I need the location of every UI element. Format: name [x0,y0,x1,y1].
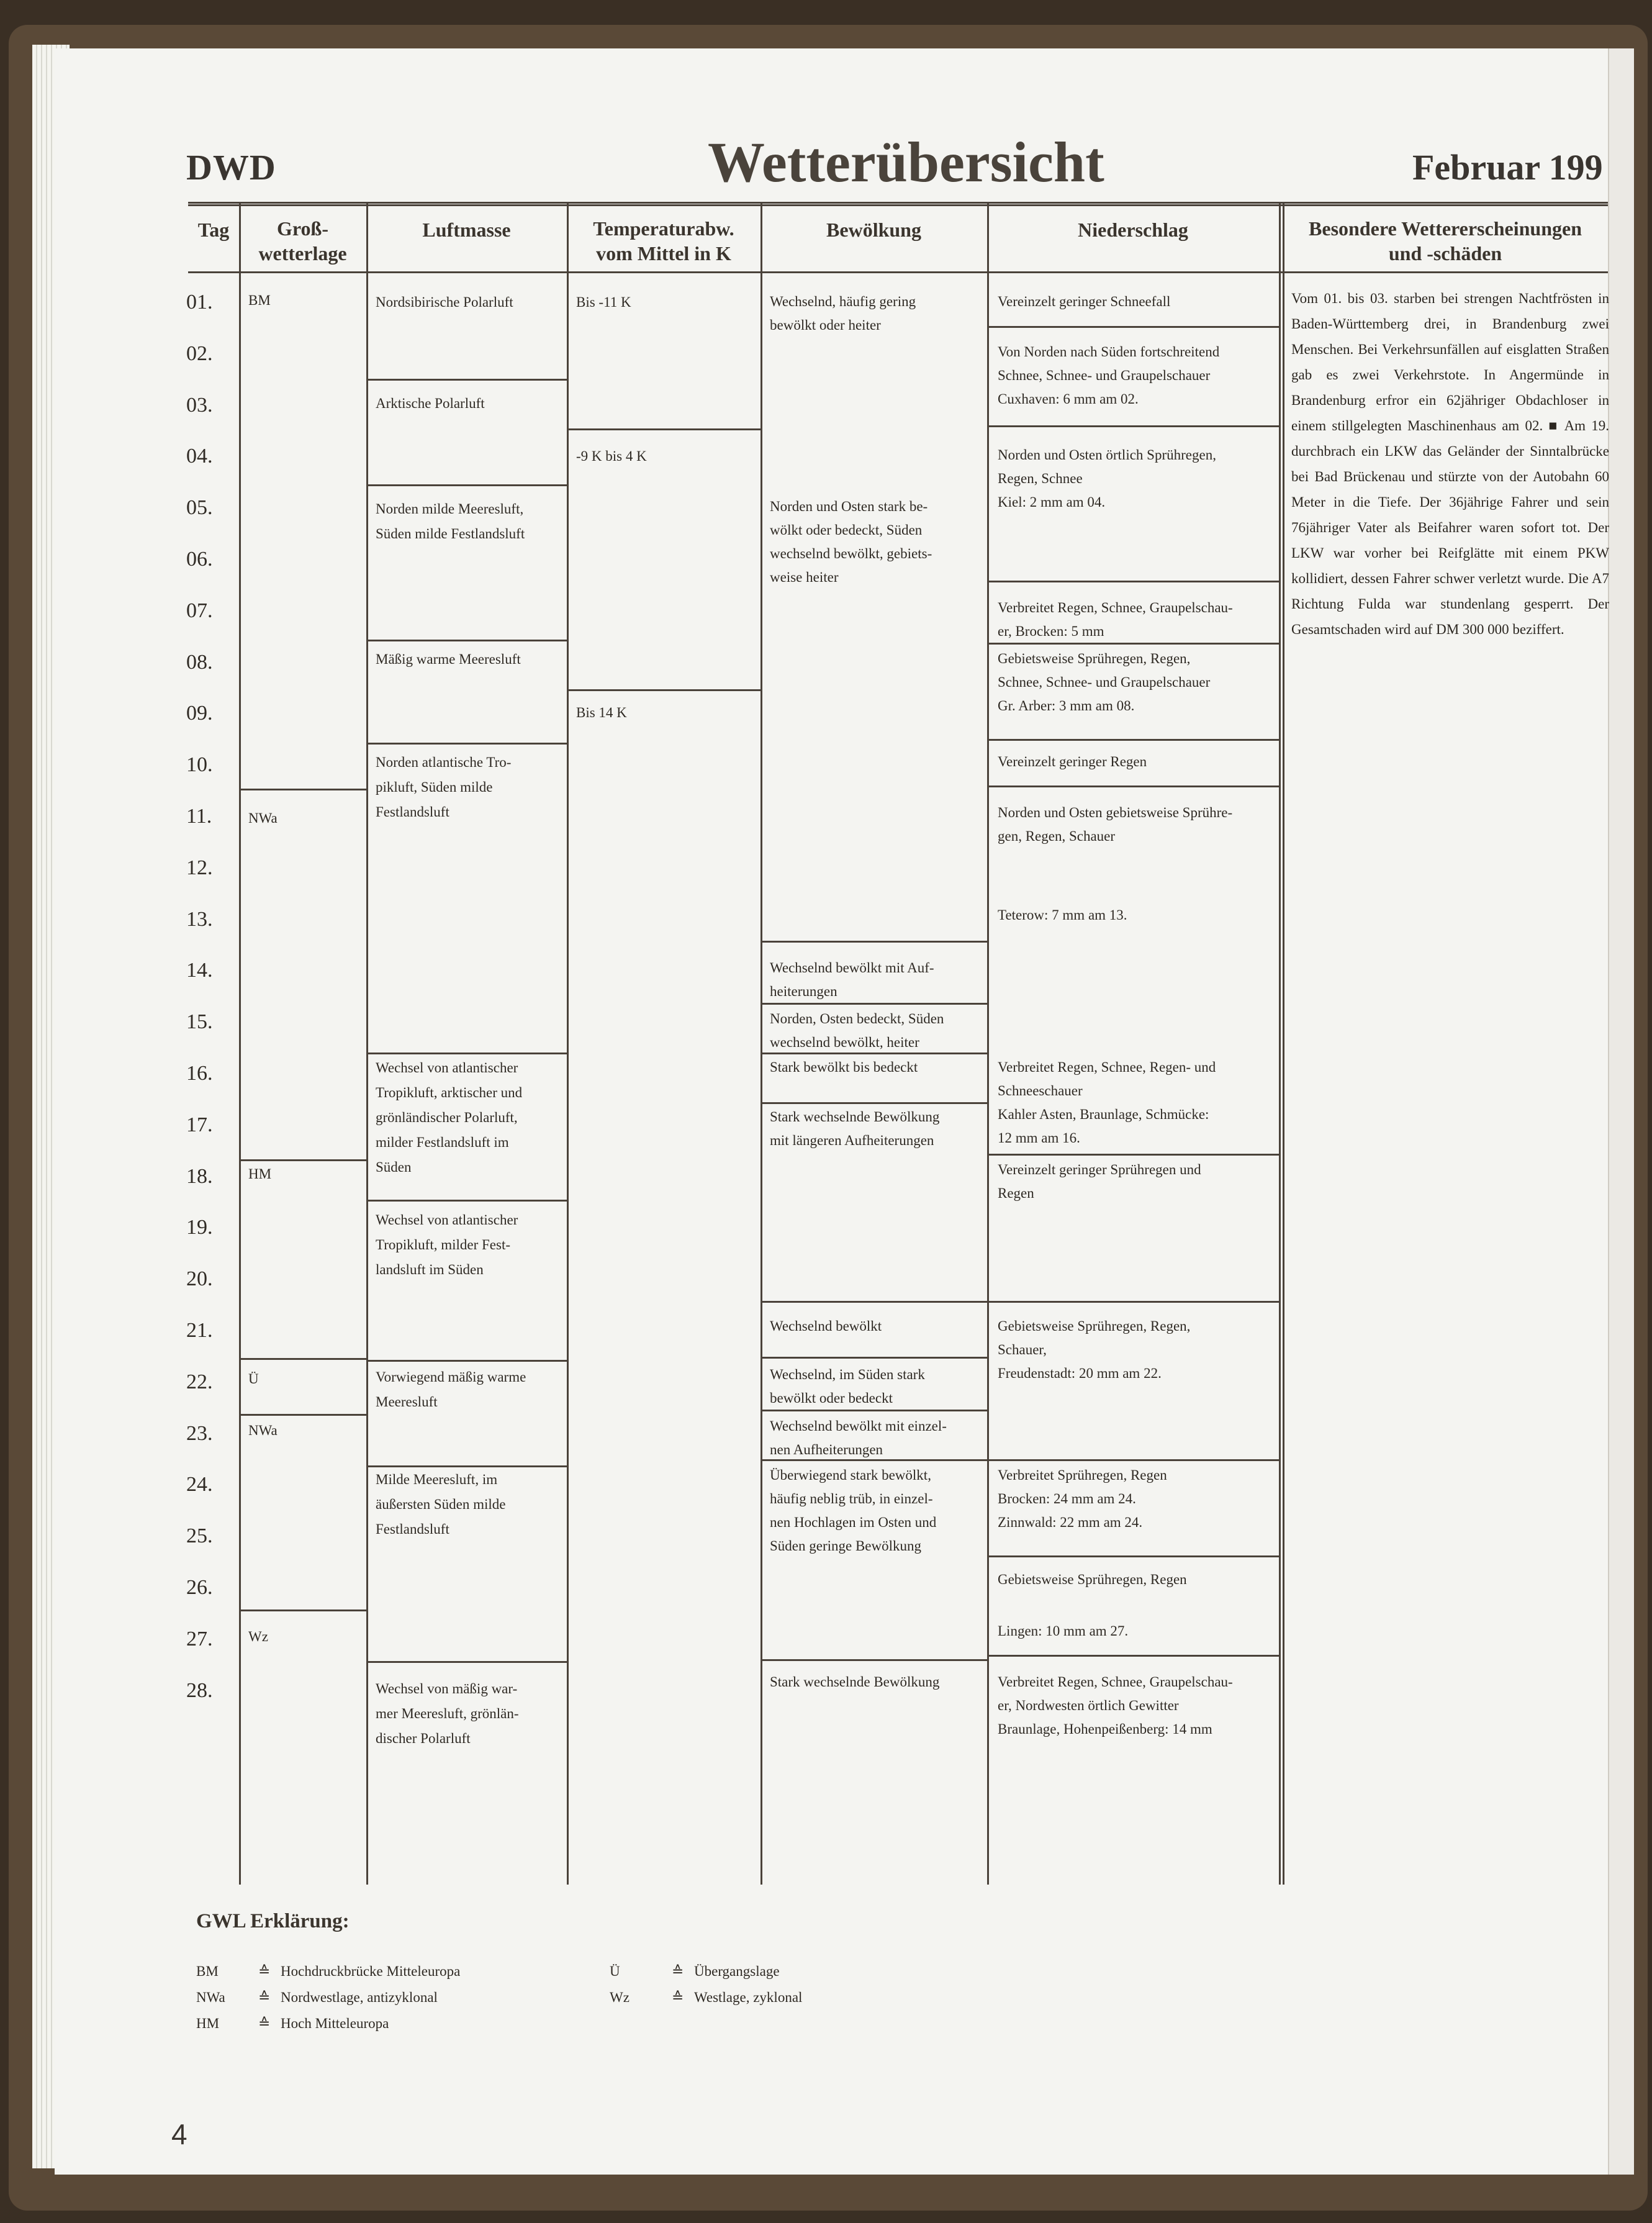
day-label: 05. [186,496,213,520]
rule-line [239,1358,366,1360]
niederschlag-cell [998,1670,1271,1741]
header-month: Februar 199 [1412,147,1603,188]
luftmasse-cell [376,750,562,825]
luftmasse-cell-line: Norden milde Meeresluft, [376,501,524,517]
column-rule [239,202,241,1885]
luftmasse-cell-line: discher Polarluft [376,1731,471,1746]
header-niederschlag [987,217,1279,242]
niederschlag-cell-line: Regen [998,1185,1034,1201]
header-temp [567,216,761,266]
luftmasse-cell-line: pikluft, Süden milde [376,779,493,795]
day-label: 09. [186,702,213,725]
day-label: 21. [186,1319,213,1342]
niederschlag-cell-line: Kahler Asten, Braunlage, Schmücke: [998,1107,1209,1122]
header-niederschlag-text: Niederschlag [1078,219,1188,241]
day-label: 14. [186,959,213,982]
bewoelkung-cell [770,1105,981,1152]
day-label: 10. [186,753,213,777]
niederschlag-cell-line: Von Norden nach Süden fortschreitend [998,344,1220,360]
bewoelkung-cell [770,1007,981,1054]
luftmasse-cell-line: Festlandsluft [376,804,449,820]
niederschlag-cell-line: Regen, Schnee [998,471,1083,486]
header-besondere [1283,216,1608,266]
bewoelkung-cell-line: Norden, Osten bedeckt, Süden [770,1011,944,1026]
rule-line [987,1301,1279,1303]
niederschlag-cell-line: Braunlage, Hohenpeißenberg: 14 mm [998,1721,1212,1737]
rule-line [239,1414,366,1416]
luftmasse-cell-line: Milde Meeresluft, im [376,1472,498,1487]
niederschlag-cell-line: Freudenstadt: 20 mm am 22. [998,1365,1162,1381]
bewoelkung-cell-line: Wechselnd, häufig gering [770,294,916,309]
bewoelkung-cell-line: Wechselnd, im Süden stark [770,1367,925,1382]
niederschlag-cell [998,647,1271,718]
column-rule [1279,202,1281,1885]
niederschlag-cell [998,1056,1271,1150]
day-label: 18. [186,1164,213,1188]
rule-line [567,428,761,430]
bewoelkung-cell-line: bewölkt oder heiter [770,317,881,333]
legend-text: Hochdruckbrücke Mitteleuropa [281,1963,461,1979]
bewoelkung-cell-line: Süden geringe Bewölkung [770,1538,922,1554]
rule-line [366,1465,567,1467]
niederschlag-cell [998,750,1271,774]
luftmasse-cell [376,1467,562,1542]
bewoelkung-cell [770,1464,981,1558]
bewoelkung-cell [770,495,981,589]
bewoelkung-cell-line: häufig neblig trüb, in einzel- [770,1491,933,1506]
column-rule [567,202,569,1885]
niederschlag-cell [998,1568,1271,1591]
rule-line [987,425,1279,427]
header-temp-text: vom Mittel in K [596,242,731,265]
niederschlag-cell-line: gen, Regen, Schauer [998,828,1116,844]
rule-line [761,1357,987,1359]
bewoelkung-cell-line: wechselnd bewölkt, heiter [770,1035,919,1050]
gwl-code: NWa [248,810,278,826]
rule-line [987,1555,1279,1557]
rule-line [987,1459,1279,1461]
luftmasse-cell [376,1677,562,1751]
rule-line [987,326,1279,328]
niederschlag-cell [998,903,1271,927]
rule-line [366,1661,567,1663]
bewoelkung-cell [770,1363,981,1410]
niederschlag-cell [998,1315,1271,1385]
day-label: 25. [186,1524,213,1548]
day-label: 13. [186,907,213,931]
bewoelkung-cell-line: nen Hochlagen im Osten und [770,1514,937,1530]
day-label: 22. [186,1370,213,1393]
niederschlag-cell-line: Schauer, [998,1342,1047,1357]
luftmasse-cell-line: Wechsel von atlantischer [376,1212,518,1228]
luftmasse-cell [376,497,562,546]
legend-symbol: ≙ [672,1990,684,2005]
luftmasse-cell-line: Vorwiegend mäßig warme [376,1369,526,1385]
luftmasse-cell-line: Festlandsluft [376,1521,449,1537]
rule-line [987,643,1279,645]
column-rule [987,202,989,1885]
bewoelkung-cell [770,1056,981,1079]
day-label: 28. [186,1678,213,1702]
gwl-code: HM [248,1166,272,1182]
luftmasse-cell [376,1365,562,1415]
niederschlag-cell-line: Vereinzelt geringer Sprühregen und [998,1162,1201,1177]
rule-line [987,1154,1279,1156]
niederschlag-cell [998,596,1271,643]
rule-line [366,1200,567,1202]
legend-text: Westlage, zyklonal [694,1990,803,2005]
luftmasse-cell-line: Mäßig warme Meeresluft [376,651,521,667]
day-label: 27. [186,1627,213,1650]
bewoelkung-cell-line: wölkt oder bedeckt, Süden [770,522,923,538]
niederschlag-cell-line: Schnee, Schnee- und Graupelschauer [998,368,1211,383]
column-rule [761,202,762,1885]
day-label: 06. [186,548,213,571]
niederschlag-cell-line: er, Nordwesten örtlich Gewitter [998,1698,1179,1713]
niederschlag-cell-line: Norden und Osten örtlich Sprühregen, [998,447,1216,463]
legend-title: GWL Erklärung: [196,1910,350,1932]
legend-code: Wz [610,1990,630,2005]
gwl-code: BM [248,292,271,308]
rule-line [188,202,1608,204]
day-label: 24. [186,1473,213,1496]
temp-cell: Bis 14 K [576,705,627,720]
niederschlag-cell-line: Vereinzelt geringer Schneefall [998,294,1171,309]
luftmasse-cell-line: Wechsel von atlantischer [376,1060,518,1075]
header-gwl-text: Groß- [277,217,328,240]
niederschlag-cell-line: Gebietsweise Sprühregen, Regen, [998,651,1191,666]
bewoelkung-cell-line: Stark wechselnde Bewölkung [770,1674,940,1690]
luftmasse-cell [376,1056,562,1180]
niederschlag-cell-line: Cuxhaven: 6 mm am 02. [998,391,1139,407]
niederschlag-cell-line: Verbreitet Sprühregen, Regen [998,1467,1167,1483]
bewoelkung-cell [770,290,981,337]
bewoelkung-cell-line: nen Aufheiterungen [770,1442,883,1457]
rule-line [239,1610,366,1611]
rule-line [761,1102,987,1104]
header-besondere-text: und -schäden [1388,242,1502,265]
luftmasse-cell-line: äußersten Süden milde [376,1496,506,1512]
bewoelkung-cell-line: mit längeren Aufheiterungen [770,1133,934,1148]
niederschlag-cell-line: Gr. Arber: 3 mm am 08. [998,698,1135,713]
luftmasse-cell-line: Nordsibirische Polarluft [376,294,513,310]
header-bewoelkung-text: Bewölkung [826,219,921,241]
luftmasse-cell [376,647,562,672]
bewoelkung-cell-line: Überwiegend stark bewölkt, [770,1467,931,1483]
temp-cell: -9 K bis 4 K [576,448,647,464]
header-bewoelkung [761,217,987,242]
rule-line [761,1003,987,1005]
header-gwl-text: wetterlage [258,242,347,265]
niederschlag-cell [998,340,1271,411]
header-gwl [239,216,366,266]
gwl-code: Ü [248,1371,259,1387]
day-label: 01. [186,291,213,314]
temp-cell: Bis -11 K [576,294,631,310]
luftmasse-cell [376,391,562,416]
rule-line [987,786,1279,787]
niederschlag-cell-line: Teterow: 7 mm am 13. [998,907,1127,923]
rule-line [761,1410,987,1411]
luftmasse-cell-line: Arktische Polarluft [376,396,485,411]
niederschlag-cell-line: 12 mm am 16. [998,1130,1080,1146]
niederschlag-cell [998,443,1271,514]
rule-line [761,1053,987,1054]
header-besondere-text: Besondere Wettererscheinungen [1309,217,1582,240]
rule-line [366,379,567,381]
legend-text: Hoch Mitteleuropa [281,2016,389,2031]
luftmasse-cell [376,290,562,315]
header-tag [188,217,239,242]
niederschlag-cell-line: er, Brocken: 5 mm [998,623,1104,639]
day-label: 15. [186,1010,213,1034]
gwl-code: NWa [248,1423,278,1438]
niederschlag-cell-line: Brocken: 24 mm am 24. [998,1491,1136,1506]
header-luftmasse [366,217,567,242]
luftmasse-cell-line: grönländischer Polarluft, [376,1110,518,1125]
luftmasse-cell-line: Tropikluft, milder Fest- [376,1237,511,1252]
bewoelkung-cell [770,956,981,1003]
bewoelkung-cell-line: Stark bewölkt bis bedeckt [770,1059,918,1075]
niederschlag-cell-line: Vereinzelt geringer Regen [998,754,1147,769]
rule-line [761,1659,987,1661]
rule-line [366,1360,567,1362]
niederschlag-cell-line: Zinnwald: 22 mm am 24. [998,1514,1143,1530]
bewoelkung-cell [770,1415,981,1462]
rule-line [366,484,567,486]
header-org: DWD [186,147,276,188]
day-label: 12. [186,856,213,879]
bewoelkung-cell [770,1315,981,1338]
niederschlag-cell-line: Schneeschauer [998,1083,1083,1098]
niederschlag-cell-line: Verbreitet Regen, Schnee, Regen- und [998,1059,1216,1075]
luftmasse-cell-line: Norden atlantische Tro- [376,754,512,770]
legend-code: BM [196,1963,219,1979]
rule-line [761,941,987,943]
rule-line [761,1301,987,1303]
bewoelkung-cell-line: Wechselnd bewölkt mit Auf- [770,960,934,976]
legend-code: NWa [196,1990,225,2005]
rule-line [366,1053,567,1054]
niederschlag-cell-line: Lingen: 10 mm am 27. [998,1623,1129,1639]
day-label: 17. [186,1113,213,1136]
bewoelkung-cell [770,1670,981,1694]
niederschlag-cell-line: Gebietsweise Sprühregen, Regen, [998,1318,1191,1334]
niederschlag-cell-line: Norden und Osten gebietsweise Sprühre- [998,805,1233,820]
day-label: 07. [186,599,213,622]
legend-text: Nordwestlage, antizyklonal [281,1990,438,2005]
bewoelkung-cell-line: Norden und Osten stark be- [770,499,928,514]
day-label: 02. [186,342,213,365]
day-label: 03. [186,393,213,417]
day-label: 04. [186,445,213,468]
legend-text: Übergangslage [694,1963,780,1979]
bewoelkung-cell-line: wechselnd bewölkt, gebiets- [770,546,932,561]
column-rule [366,202,368,1885]
niederschlag-cell [998,1158,1271,1205]
header-luftmasse-text: Luftmasse [422,219,511,241]
header-temp-text: Temperaturabw. [593,217,734,240]
luftmasse-cell-line: Süden milde Festlandsluft [376,526,525,541]
luftmasse-cell-line: mer Meeresluft, grönlän- [376,1706,519,1721]
column-rule [1283,202,1284,1885]
page-number: 4 [171,2118,187,2150]
niederschlag-cell-line: Kiel: 2 mm am 04. [998,494,1106,510]
bewoelkung-cell-line: Stark wechselnde Bewölkung [770,1109,940,1125]
niederschlag-cell [998,290,1271,314]
page-title: Wetterübersicht [708,130,1104,194]
day-label: 26. [186,1576,213,1599]
luftmasse-cell-line: Tropikluft, arktischer und [376,1085,523,1100]
legend-symbol: ≙ [258,1963,271,1979]
day-label: 20. [186,1267,213,1291]
rule-line [239,1159,366,1161]
niederschlag-cell [998,1619,1271,1643]
rule-line [366,743,567,745]
day-label: 16. [186,1062,213,1085]
bewoelkung-cell-line: Wechselnd bewölkt mit einzel- [770,1418,947,1434]
luftmasse-cell [376,1208,562,1282]
day-label: 11. [186,805,212,828]
day-label: 08. [186,650,213,674]
rule-line [366,640,567,641]
day-label: 19. [186,1216,213,1239]
legend-symbol: ≙ [672,1963,684,1979]
rule-line [567,689,761,691]
rule-line [188,204,1608,206]
rule-line [987,739,1279,741]
rule-line [987,581,1279,582]
header-tag-text: Tag [197,219,230,241]
remarks-text: Vom 01. bis 03. starben bei strengen Nachtfrösten in Baden-Württemberg drei, in Brandenburg zwei Menschen. Bei Verkehrsunfällen auf eisglatten Straßen gab es zwei Verkehrstote. In Angermünde in Brandenburg erfror ein 62jähriger Obdachloser in einem stillgelegten Maschinenhaus am 02. ■ Am 19. durchbrach ein LKW das Geländer der Sinntalbrücke bei Bad Brückenau und stürzte von der Autobahn 60 Meter in die Tiefe. Der 36jährige Fahrer und sein 76jähriger Vater als Beifahrer waren sofort tot. Der LKW war vorher bei Reifglätte mit einem PKW kollidiert, dessen Fahrer schwer verletzt wurde. Die A7 Richtung Fulda war stundenlang gesperrt. Der Gesamtschaden wird auf DM 300 000 beziffert. [1291,291,1609,637]
luftmasse-cell-line: Süden [376,1159,412,1175]
day-label: 23. [186,1421,213,1445]
niederschlag-cell-line: Verbreitet Regen, Schnee, Graupelschau- [998,600,1233,615]
niederschlag-cell-line: Verbreitet Regen, Schnee, Graupelschau- [998,1674,1233,1690]
rule-line [239,789,366,790]
legend-code: HM [196,2016,220,2031]
gwl-code: Wz [248,1629,268,1644]
rule-line [987,1655,1279,1657]
niederschlag-cell-line: Gebietsweise Sprühregen, Regen [998,1572,1187,1587]
legend-code: Ü [610,1963,620,1979]
luftmasse-cell-line: Meeresluft [376,1394,438,1410]
niederschlag-cell [998,1464,1271,1534]
luftmasse-cell-line: milder Festlandsluft im [376,1134,509,1150]
legend-symbol: ≙ [258,1990,271,2005]
niederschlag-cell [998,801,1271,848]
bewoelkung-cell-line: bewölkt oder bedeckt [770,1390,893,1406]
rule-line [188,271,1608,273]
legend-symbol: ≙ [258,2016,271,2031]
bewoelkung-cell-line: weise heiter [770,569,839,585]
rule-line [761,1459,987,1461]
bewoelkung-cell-line: Wechselnd bewölkt [770,1318,882,1334]
luftmasse-cell-line: Wechsel von mäßig war- [376,1681,518,1696]
bewoelkung-cell-line: heiterungen [770,984,837,999]
niederschlag-cell-line: Schnee, Schnee- und Graupelschauer [998,674,1211,690]
luftmasse-cell-line: landsluft im Süden [376,1262,484,1277]
